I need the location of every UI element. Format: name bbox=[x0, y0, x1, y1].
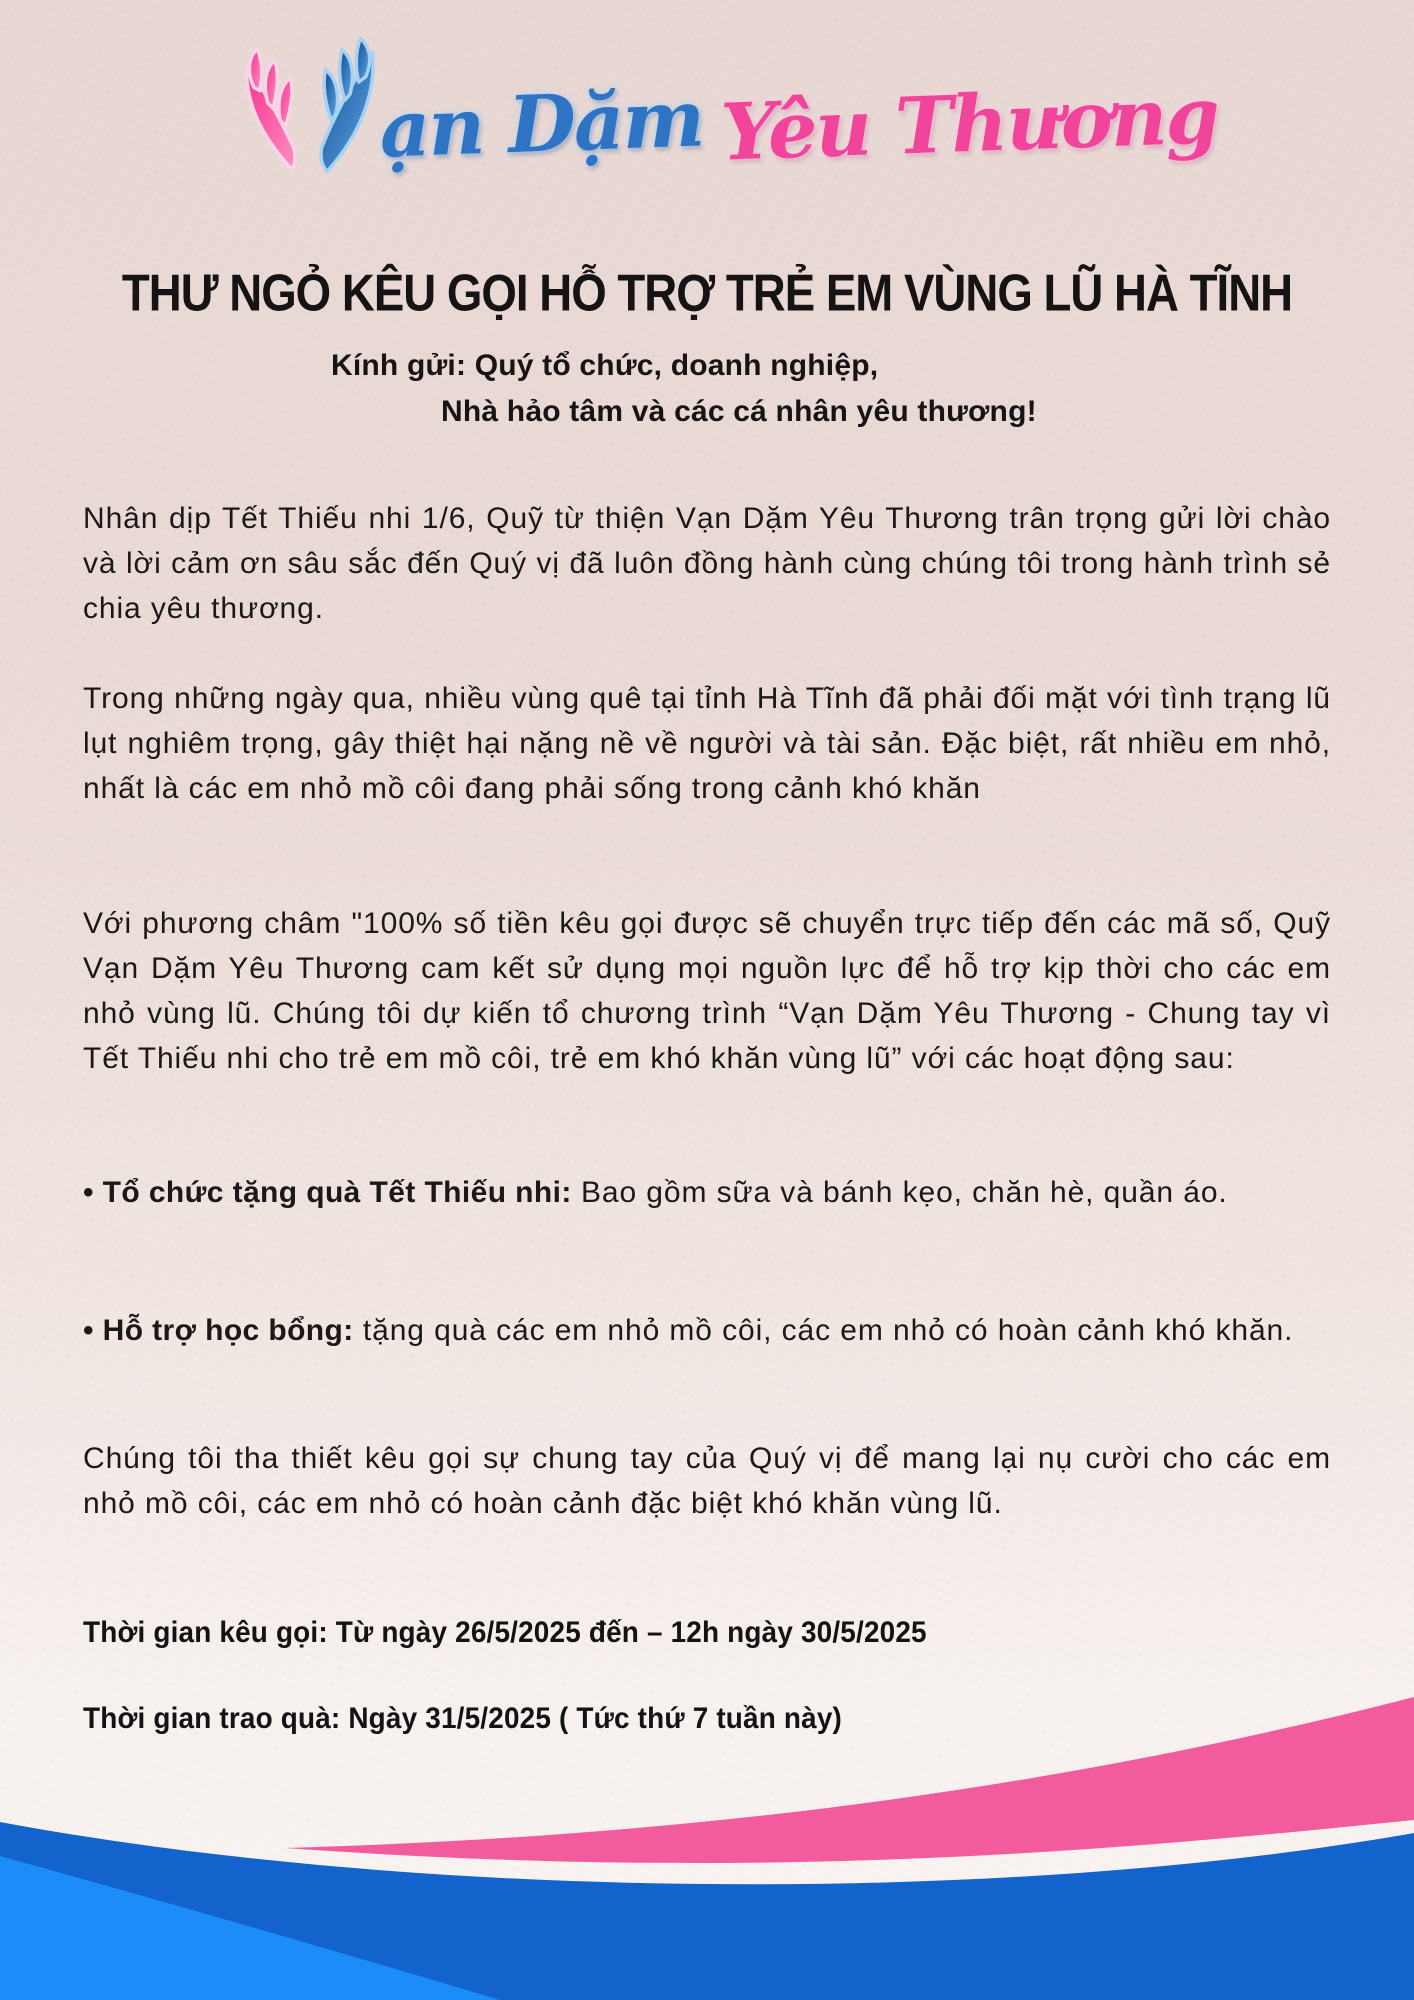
bullet-gifts bbox=[83, 1170, 1331, 1215]
salutation-line-2: Nhà hảo tâm và các cá nhân yêu thương! bbox=[441, 395, 1037, 428]
logo-text-blue: ạn Dặm bbox=[378, 73, 705, 176]
pink-wave bbox=[285, 1697, 1414, 1863]
call-time-line: Thời gian kêu gọi: Từ ngày 26/5/2025 đến – 12h ngày 30/5/2025 bbox=[83, 1616, 927, 1649]
page-title: THƯ NGỎ KÊU GỌI HỖ TRỢ TRẺ EM VÙNG LŨ HÀ TĨNH bbox=[121, 263, 1293, 323]
bullet-gifts-label: • Tổ chức tặng quà Tết Thiếu nhi: bbox=[83, 1176, 572, 1209]
gift-time-line: Thời gian trao quà: Ngày 31/5/2025 ( Tức thứ 7 tuần này) bbox=[83, 1702, 843, 1735]
logo-text-pink: Yêu Thương bbox=[719, 70, 1220, 179]
paragraph-program: Với phương châm "100% số tiền kêu gọi được sẽ chuyển trực tiếp đến các mã số, Quỹ Vạn Dặm Yêu Thương cam kết sử dụng mọi nguồn lực để hỗ trợ kịp thời cho các em nhỏ vùng lũ. Chúng tôi dự kiến tổ chương trình “Vạn Dặm Yêu Thương - Chung tay vì Tết Thiếu nhi cho trẻ em mồ côi, trẻ em khó khăn vùng lũ” với các hoạt động sau: bbox=[83, 907, 1331, 1075]
paragraph-closing: Chúng tôi tha thiết kêu gọi sự chung tay của Quý vị để mang lại nụ cười cho các em nhỏ mồ côi, các em nhỏ có hoàn cảnh đặc biệt khó khăn vùng lũ. bbox=[83, 1442, 1331, 1520]
charity-logo bbox=[0, 18, 1414, 178]
paragraph-flood: Trong những ngày qua, nhiều vùng quê tại tỉnh Hà Tĩnh đã phải đối mặt với tình trạng lũ lụt nghiêm trọng, gây thiệt hại nặng nề về người và tài sản. Đặc biệt, rất nhiều em nhỏ, nhất là các em nhỏ mồ côi đang phải sống trong cảnh khó khăn bbox=[83, 682, 1331, 805]
bullet-scholarship-text: tặng quà các em nhỏ mồ côi, các em nhỏ có hoàn cảnh khó khăn. bbox=[353, 1314, 1294, 1347]
footer-waves bbox=[0, 1600, 1414, 2000]
hands-v-icon bbox=[196, 28, 406, 178]
salutation-line-1: Kính gửi: Quý tổ chức, doanh nghiệp, bbox=[331, 349, 879, 382]
paragraph-intro: Nhân dịp Tết Thiếu nhi 1/6, Quỹ từ thiện Vạn Dặm Yêu Thương trân trọng gửi lời chào và lời cảm ơn sâu sắc đến Quý vị đã luôn đồng hành cùng chúng tôi trong hành trình sẻ chia yêu thương. bbox=[83, 502, 1331, 625]
bullet-scholarship-label: • Hỗ trợ học bổng: bbox=[83, 1314, 354, 1347]
bullet-gifts-text: Bao gồm sữa và bánh kẹo, chăn hè, quần áo. bbox=[571, 1176, 1228, 1209]
bullet-scholarship bbox=[83, 1308, 1331, 1353]
